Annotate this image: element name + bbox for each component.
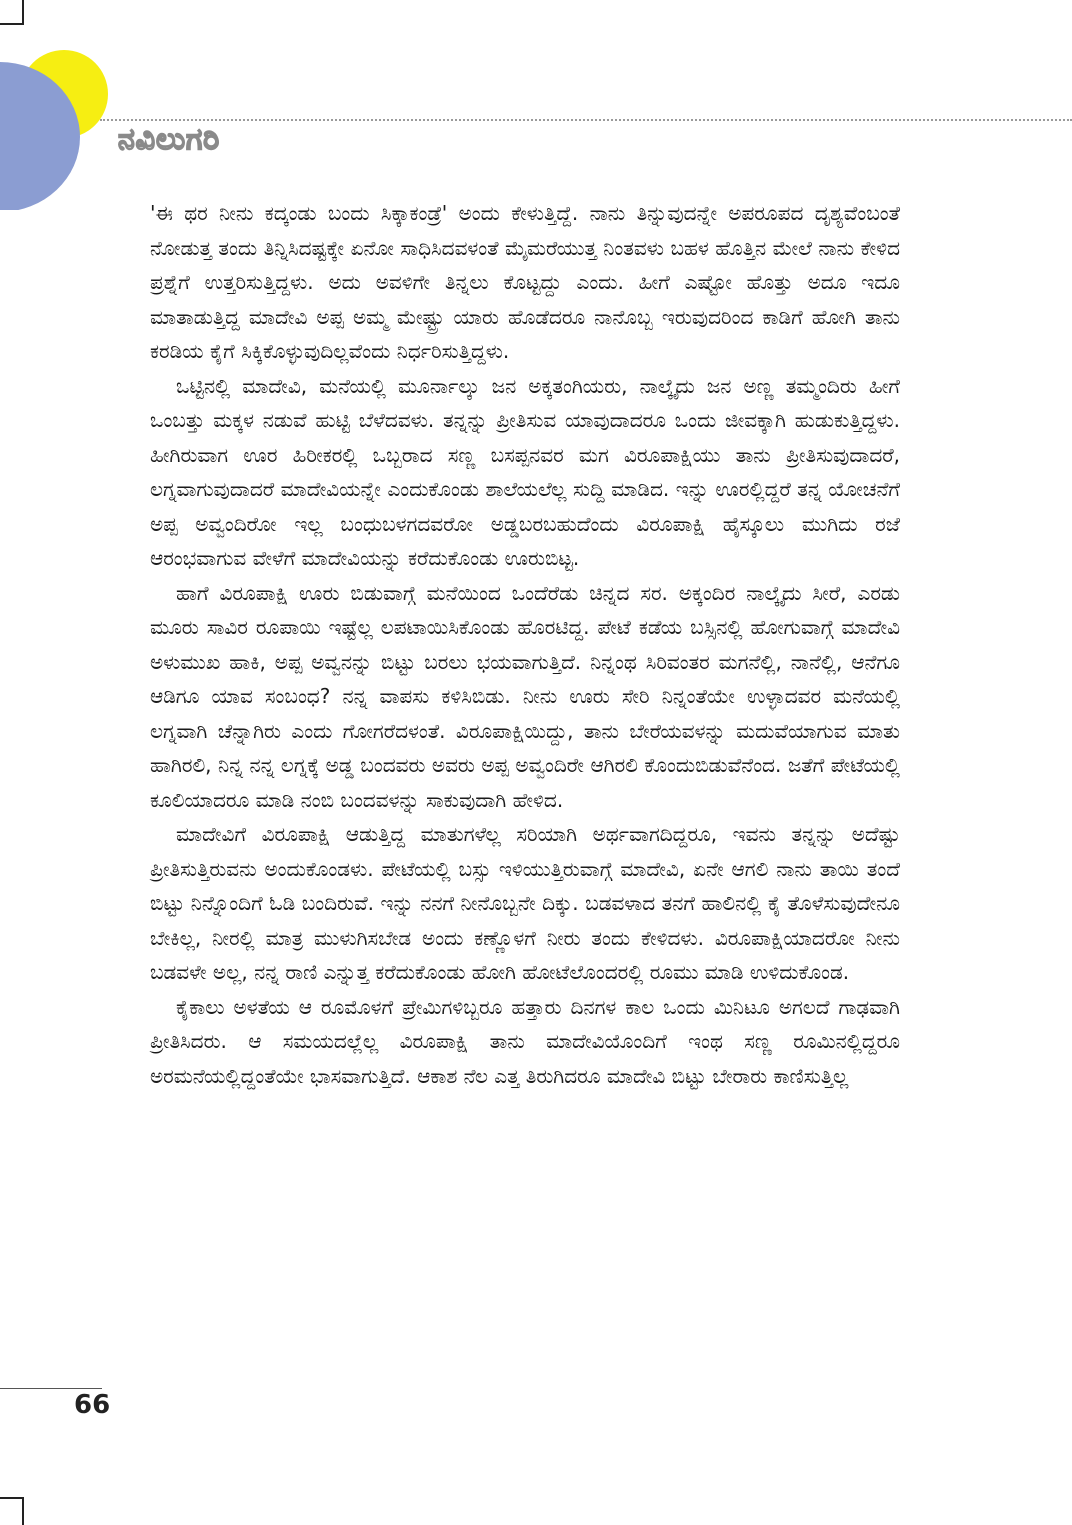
paragraph: ಕೈಕಾಲು ಅಳತೆಯ ಆ ರೂಮೊಳಗೆ ಪ್ರೇಮಿಗಳಿಬ್ಬರೂ ಹತ್ತಾರು ದಿನಗಳ ಕಾಲ ಒಂದು ಮಿನಿಟೂ ಅಗಲದೆ ಗಾಢವಾಗಿ ಪ್ರೀತಿಸಿದರು. ಆ ಸಮಯದಲ್ಲೆಲ್ಲ ವಿರೂಪಾಕ್ಷಿ ತಾನು ಮಾದೇವಿಯೊಂದಿಗೆ ಇಂಥ ಸಣ್ಣ ರೂಮಿನಲ್ಲಿದ್ದರೂ ಅರಮನೆಯಲ್ಲಿದ್ದಂತೆಯೇ ಭಾಸವಾಗುತ್ತಿದೆ. ಆಕಾಶ ನೆಲ ಎತ್ತ ತಿರುಗಿದರೂ ಮಾದೇವಿ ಬಿಟ್ಟು ಬೇರಾರು ಕಾಣಿಸುತ್ತಿಲ್ಲ (150, 994, 900, 1088)
crop-mark-bottom-horizontal (0, 1497, 24, 1499)
footer-rule (0, 1388, 102, 1389)
header-dotted-rule (100, 119, 1072, 121)
running-header-title: ನವಿಲುಗರಿ (118, 122, 221, 157)
paragraph: ಹಾಗೆ ವಿರೂಪಾಕ್ಷಿ ಊರು ಬಿಡುವಾಗ್ಗೆ ಮನೆಯಿಂದ ಒಂದೆರೆಡು ಚಿನ್ನದ ಸರ. ಅಕ್ಕಂದಿರ ನಾಲ್ಕೈದು ಸೀರೆ, ಎರಡು ಮೂರು ಸಾವಿರ ರೂಪಾಯಿ ಇಷ್ಟೆಲ್ಲ ಲಪಟಾಯಿಸಿಕೊಂಡು ಹೊರಟಿದ್ದ. ಪೇಟೆ ಕಡೆಯ ಬಸ್ಸಿನಲ್ಲಿ ಹೋಗುವಾಗ್ಗೆ ಮಾದೇವಿ ಅಳುಮುಖ ಹಾಕಿ, ಅಪ್ಪ ಅವ್ವನನ್ನು ಬಿಟ್ಟು ಬರಲು ಭಯವಾಗುತ್ತಿದೆ. ನಿನ್ನಂಥ ಸಿರಿವಂತರ ಮಗನೆಲ್ಲಿ, ನಾನೆಲ್ಲಿ, ಆನೆಗೂ ಆಡಿಗೂ ಯಾವ ಸಂಬಂಧ? ನನ್ನ ವಾಪಸು ಕಳಿಸಿಬಿಡು. ನೀನು ಊರು ಸೇರಿ ನಿನ್ನಂತೆಯೇ ಉಳ್ಳಾದವರ ಮನೆಯಲ್ಲಿ ಲಗ್ನವಾಗಿ ಚೆನ್ನಾಗಿರು ಎಂದು ಗೋಗರೆದಳಂತೆ. ವಿರೂಪಾಕ್ಷಿಯಿದ್ದು, ತಾನು ಬೇರೆಯವಳನ್ನು ಮದುವೆಯಾಗುವ ಮಾತು ಹಾಗಿರಲಿ, ನಿನ್ನ ನನ್ನ ಲಗ್ನಕ್ಕೆ ಅಡ್ಡ ಬಂದವರು ಅವರು ಅಪ್ಪ ಅವ್ವಂದಿರೇ ಆಗಿರಲಿ ಕೊಂದುಬಿಡುವೆನೆಂದ. ಜತೆಗೆ ಪೇಟೆಯಲ್ಲಿ ಕೂಲಿಯಾದರೂ ಮಾಡಿ ನಂಬಿ ಬಂದವಳನ್ನು ಸಾಕುವುದಾಗಿ ಹೇಳಿದ. (150, 580, 900, 812)
crop-mark-top (22, 0, 24, 24)
paragraph: ಒಟ್ಟಿನಲ್ಲಿ ಮಾದೇವಿ, ಮನೆಯಲ್ಲಿ ಮೂರ್ನಾಲ್ಕು ಜನ ಅಕ್ಕತಂಗಿಯರು, ನಾಲ್ಕೈದು ಜನ ಅಣ್ಣ ತಮ್ಮಂದಿರು ಹೀಗೆ ಒಂಬತ್ತು ಮಕ್ಕಳ ನಡುವೆ ಹುಟ್ಟಿ ಬೆಳೆದವಳು. ತನ್ನನ್ನು ಪ್ರೀತಿಸುವ ಯಾವುದಾದರೂ ಒಂದು ಜೀವಕ್ಕಾಗಿ ಹುಡುಕುತ್ತಿದ್ದಳು. ಹೀಗಿರುವಾಗ ಊರ ಹಿರೀಕರಲ್ಲಿ ಒಬ್ಬರಾದ ಸಣ್ಣ ಬಸಪ್ಪನವರ ಮಗ ವಿರೂಪಾಕ್ಷಿಯು ತಾನು ಪ್ರೀತಿಸುವುದಾದರೆ, ಲಗ್ನವಾಗುವುದಾದರೆ ಮಾದೇವಿಯನ್ನೇ ಎಂದುಕೊಂಡು ಶಾಲೆಯಲೆಲ್ಲ ಸುದ್ದಿ ಮಾಡಿದ. ಇನ್ನು ಊರಲ್ಲಿದ್ದರೆ ತನ್ನ ಯೋಚನೆಗೆ ಅಪ್ಪ ಅವ್ವಂದಿರೋ ಇಲ್ಲ ಬಂಧುಬಳಗದವರೋ ಅಡ್ಡಬರಬಹುದೆಂದು ವಿರೂಪಾಕ್ಷಿ ಹೈಸ್ಕೂಲು ಮುಗಿದು ರಜೆ ಆರಂಭವಾಗುವ ವೇಳೆಗೆ ಮಾದೇವಿಯನ್ನು ಕರೆದುಕೊಂಡು ಊರುಬಿಟ್ಟ. (150, 373, 900, 570)
page-number: 66 (74, 1390, 111, 1420)
crop-mark-top-horizontal (0, 23, 24, 25)
story-body (150, 196, 900, 1093)
crop-mark-bottom (22, 1497, 24, 1525)
paragraph: 'ಈ ಥರ ನೀನು ಕದ್ಕಂಡು ಬಂದು ಸಿಕ್ಕಾಕಂಡ್ರೆ' ಅಂದು ಕೇಳುತ್ತಿದ್ದೆ. ನಾನು ತಿನ್ನುವುದನ್ನೇ ಅಪರೂಪದ ದೃಶ್ಯವೆಂಬಂತೆ ನೋಡುತ್ತ ತಂದು ತಿನ್ನಿಸಿದಷ್ಟಕ್ಕೇ ಏನೋ ಸಾಧಿಸಿದವಳಂತೆ ಮೈಮರೆಯುತ್ತ ನಿಂತವಳು ಬಹಳ ಹೊತ್ತಿನ ಮೇಲೆ ನಾನು ಕೇಳಿದ ಪ್ರಶ್ನೆಗೆ ಉತ್ತರಿಸುತ್ತಿದ್ದಳು. ಅದು ಅವಳಿಗೇ ತಿನ್ನಲು ಕೊಟ್ಟದ್ದು ಎಂದು. ಹೀಗೆ ಎಷ್ಟೋ ಹೊತ್ತು ಅದೂ ಇದೂ ಮಾತಾಡುತ್ತಿದ್ದ ಮಾದೇವಿ ಅಪ್ಪ ಅಮ್ಮ ಮೇಷ್ಟ್ರು ಯಾರು ಹೊಡೆದರೂ ನಾನೊಬ್ಬ ಇರುವುದರಿಂದ ಕಾಡಿಗೆ ಹೋಗಿ ತಾನು ಕರಡಿಯ ಕೈಗೆ ಸಿಕ್ಕಿಕೊಳ್ಳುವುದಿಲ್ಲವೆಂದು ನಿರ್ಧರಿಸುತ್ತಿದ್ದಳು. (150, 201, 900, 363)
paragraph: ಮಾದೇವಿಗೆ ವಿರೂಪಾಕ್ಷಿ ಆಡುತ್ತಿದ್ದ ಮಾತುಗಳೆಲ್ಲ ಸರಿಯಾಗಿ ಅರ್ಥವಾಗದಿದ್ದರೂ, ಇವನು ತನ್ನನ್ನು ಅದೆಷ್ಟು ಪ್ರೀತಿಸುತ್ತಿರುವನು ಅಂದುಕೊಂಡಳು. ಪೇಟೆಯಲ್ಲಿ ಬಸ್ಸು ಇಳಿಯುತ್ತಿರುವಾಗ್ಗೆ ಮಾದೇವಿ, ಏನೇ ಆಗಲಿ ನಾನು ತಾಯಿ ತಂದೆ ಬಿಟ್ಟು ನಿನ್ನೊಂದಿಗೆ ಓಡಿ ಬಂದಿರುವೆ. ಇನ್ನು ನನಗೆ ನೀನೊಬ್ಬನೇ ದಿಕ್ಕು. ಬಡವಳಾದ ತನಗೆ ಹಾಲಿನಲ್ಲಿ ಕೈ ತೊಳೆಸುವುದೇನೂ ಬೇಕಿಲ್ಲ, ನೀರಲ್ಲಿ ಮಾತ್ರ ಮುಳುಗಿಸಬೇಡ ಅಂದು ಕಣ್ಣೊಳಗೆ ನೀರು ತಂದು ಕೇಳಿದಳು. ವಿರೂಪಾಕ್ಷಿಯಾದರೋ ನೀನು ಬಡವಳೇ ಅಲ್ಲ, ನನ್ನ ರಾಣಿ ಎನ್ನುತ್ತ ಕರೆದುಕೊಂಡು ಹೋಗಿ ಹೋಟೆಲೊಂದರಲ್ಲಿ ರೂಮು ಮಾಡಿ ಉಳಿದುಕೊಂಡ. (150, 822, 900, 984)
header-decoration (0, 50, 110, 210)
